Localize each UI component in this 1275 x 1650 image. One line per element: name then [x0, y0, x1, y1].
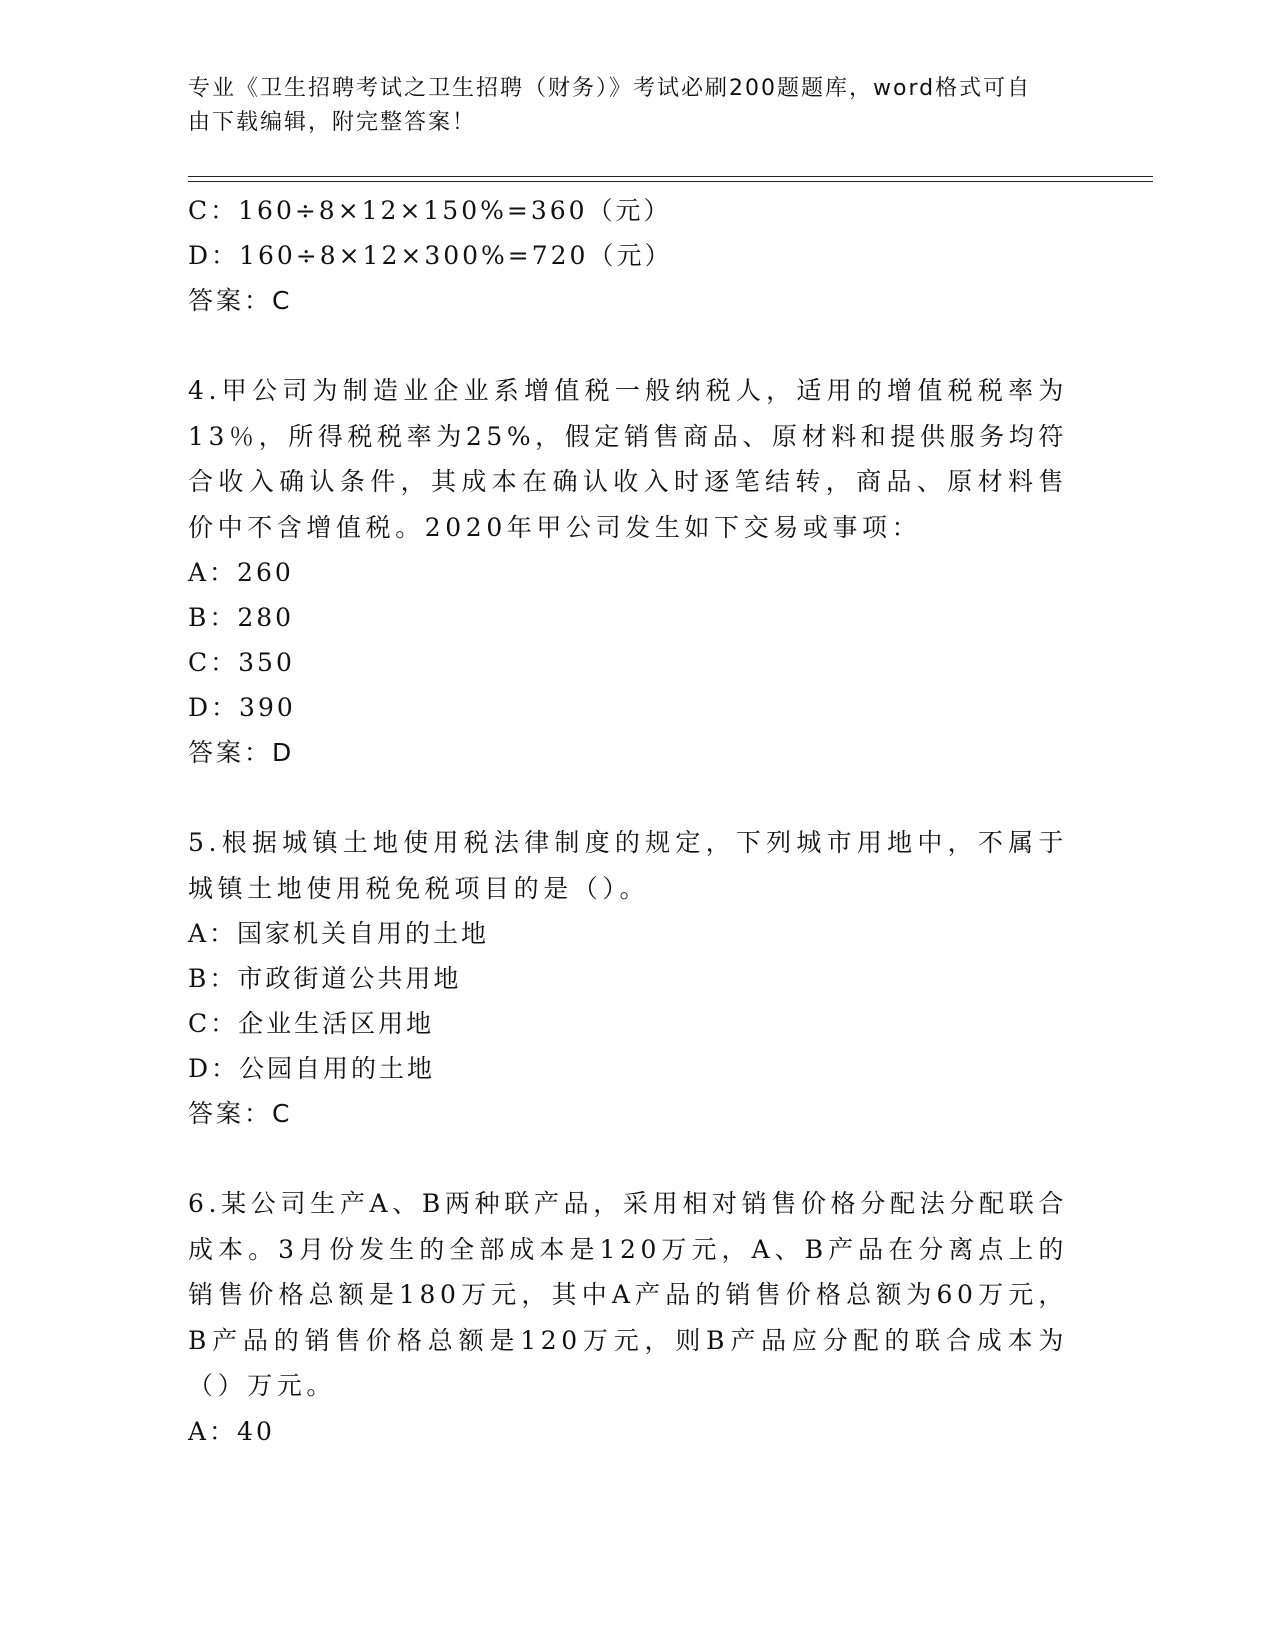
- question-3: [188, 188, 1068, 323]
- q5-option-d: D：公园自用的土地: [188, 1054, 436, 1083]
- q4-stem: 4.甲公司为制造业企业系增值税一般纳税人，适用的增值税税率为13％，所得税税率为25%，假定销售商品、原材料和提供服务均符合收入确认条件，其成本在确认收入时逐笔结转，商品、原材料售价中不含增值税。2020年甲公司发生如下交易或事项：: [188, 376, 1068, 542]
- q6-option-a: A：40: [188, 1416, 275, 1446]
- q4-answer: 答案：D: [188, 738, 295, 767]
- q5-option-a: A：国家机关自用的土地: [188, 919, 490, 948]
- q4-option-a: A：260: [188, 558, 294, 587]
- q5-stem: 5.根据城镇土地使用税法律制度的规定，下列城市用地中，不属于城镇土地使用税免税项目的是（）。: [188, 828, 1068, 903]
- header-divider-top: [188, 176, 1153, 177]
- question-5: [188, 820, 1068, 1136]
- q5-option-b: B：市政街道公共用地: [188, 964, 462, 993]
- q4-option-d: D：390: [188, 693, 296, 722]
- q5-answer: 答案：C: [188, 1099, 293, 1128]
- header-line-1: 专业《卫生招聘考试之卫生招聘（财务）》考试必刷200题题库，word格式可自: [188, 76, 1032, 101]
- q3-option-d: D：160÷8×12×300%=720（元）: [188, 241, 673, 270]
- q6-stem: 6.某公司生产A、B两种联产品，采用相对销售价格分配法分配联合成本。3月份发生的全部成本是120万元，A、B产品在分离点上的销售价格总额是180万元，其中A产品的销售价格总额为60万元，B产品的销售价格总额是120万元，则B产品应分配的联合成本为（）万元。: [188, 1189, 1068, 1400]
- q3-answer: 答案：C: [188, 286, 293, 315]
- q3-option-c: C：160÷8×12×150%=360（元）: [188, 196, 672, 225]
- page-header: [188, 72, 1068, 140]
- q4-option-c: C：350: [188, 648, 295, 677]
- question-6: [188, 1181, 1068, 1454]
- q4-option-b: B：280: [188, 603, 295, 632]
- question-4: [188, 368, 1068, 775]
- header-line-2: 由下载编辑，附完整答案！: [188, 110, 477, 135]
- header-divider-bottom: [188, 181, 1153, 182]
- spacer: [188, 775, 1068, 820]
- question-list: [188, 188, 1068, 1454]
- spacer: [188, 1136, 1068, 1181]
- spacer: [188, 323, 1068, 368]
- q5-option-c: C：企业生活区用地: [188, 1009, 435, 1038]
